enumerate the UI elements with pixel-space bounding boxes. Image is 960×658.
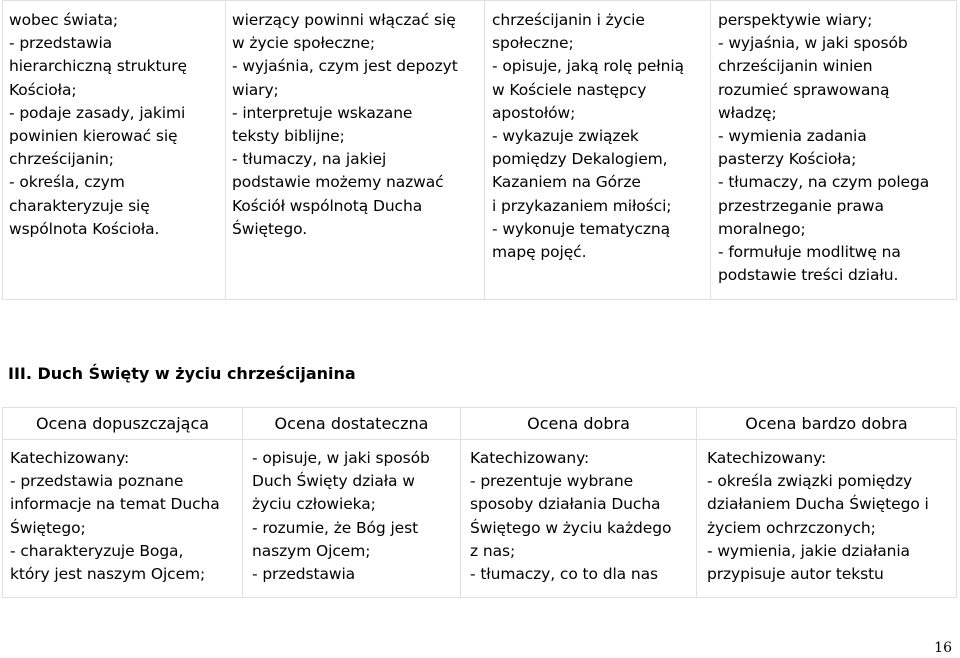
top-cell-2 [226,1,485,300]
text-line: apostołów; [492,103,576,122]
text-line: - formułuje modlitwę na [718,243,901,262]
text-line: - opisuje, w jaki sposób [252,449,430,467]
header-cell-bardzo-dobra: Ocena bardzo dobra [697,408,957,440]
text-line: pasterzy Kościoła; [718,150,857,169]
text-line: Świętego. [232,219,308,238]
text-line: Katechizowany: [707,449,827,467]
text-line: - określa związki pomiędzy [707,472,913,491]
section-heading: III. Duch Święty w życiu chrześcijanina [8,364,356,383]
text-line: Świętego w życiu każdego [470,518,672,537]
text-line: przypisuje autor tekstu [707,565,884,584]
text-line: władzę; [718,103,777,122]
text-line: mapę pojęć. [492,243,587,262]
top-cell-4-text [711,1,956,287]
text-line: podstawie treści działu. [718,266,899,285]
text-line: Duch Święty działa w [252,472,415,491]
text-line: - tłumaczy, na czym polega [718,173,930,192]
top-cell-3 [485,1,711,300]
text-line: życiem ochrzczonych; [707,518,876,537]
text-line: - prezentuje wybrane [470,472,634,491]
text-line: moralnego; [718,219,806,238]
bottom-table [2,407,957,598]
text-line: wiary; [232,80,279,99]
text-line: przestrzeganie prawa [718,196,884,215]
bottom-cell-3-text [461,440,696,586]
text-line: - podaje zasady, jakimi [9,103,186,122]
text-line: z nas; [470,541,516,560]
text-line: - interpretuje wskazane [232,103,413,122]
text-line: - wykonuje tematyczną [492,219,671,238]
text-line: naszym Ojcem; [252,541,371,560]
text-line: - przedstawia [252,565,356,584]
text-line: - tłumaczy, co to dla nas [470,565,658,584]
top-cell-2-text [226,1,484,241]
text-line: chrześcijanin; [9,150,114,169]
text-line: Świętego; [10,518,86,537]
text-line: teksty biblijne; [232,127,345,146]
text-line: powinien kierować się [9,127,178,146]
text-line: - tłumaczy, na jakiej [232,150,387,169]
text-line: wierzący powinni włączać się [232,11,456,29]
bottom-cell-4 [697,440,957,598]
text-line: charakteryzuje się [9,196,150,215]
text-line: chrześcijanin winien [718,57,873,76]
text-line: - wymienia, jakie działania [707,541,910,560]
text-line: sposoby działania Ducha [470,495,661,514]
text-line: perspektywie wiary; [718,11,873,29]
text-line: w życie społeczne; [232,34,375,53]
text-line: wobec świata; [9,11,119,29]
bottom-cell-4-text [697,440,956,586]
text-line: - wymienia zadania [718,127,867,146]
bottom-cell-1 [3,440,243,598]
text-line: - wyjaśnia, czym jest depozyt [232,57,458,76]
top-table [2,0,957,300]
header-cell-dobra: Ocena dobra [461,408,697,440]
text-line: hierarchiczną strukturę [9,57,187,76]
text-line: - opisuje, jaką rolę pełnią [492,57,684,76]
text-line: rozumieć sprawowaną [718,80,890,99]
bottom-cell-2 [243,440,461,598]
page-number: 16 [934,640,952,656]
text-line: społeczne; [492,34,574,53]
text-line: Kościoła; [9,80,77,99]
content-row [3,440,957,598]
text-line: podstawie możemy nazwać [232,173,444,192]
text-line: Katechizowany: [10,449,130,467]
header-cell-dopuszczajaca: Ocena dopuszczająca [3,408,243,440]
text-line: - rozumie, że Bóg jest [252,518,419,537]
top-cell-3-text [485,1,710,264]
text-line: życiu człowieka; [252,495,376,514]
text-line: - określa, czym [9,173,125,192]
text-line: chrześcijanin i życie [492,11,645,29]
text-line: Kazaniem na Górze [492,173,641,192]
top-cell-4 [711,1,957,300]
text-line: w Kościele następcy [492,80,647,99]
text-line: informacje na temat Ducha [10,495,220,514]
text-line: działaniem Ducha Świętego i [707,495,929,514]
top-cell-1 [3,1,226,300]
header-cell-dostateczna: Ocena dostateczna [243,408,461,440]
text-line: i przykazaniem miłości; [492,196,672,215]
text-line: który jest naszym Ojcem; [10,565,206,584]
bottom-cell-3 [461,440,697,598]
text-line: - przedstawia poznane [10,472,184,491]
text-line: - wyjaśnia, w jaki sposób [718,34,908,53]
text-line: - charakteryzuje Boga, [10,541,184,560]
top-cell-1-text [3,1,225,241]
bottom-cell-1-text [3,440,242,586]
bottom-cell-2-text [243,440,460,586]
text-line: wspólnota Kościoła. [9,219,160,238]
text-line: Kościół wspólnotą Ducha [232,196,423,215]
text-line: pomiędzy Dekalogiem, [492,150,668,169]
text-line: Katechizowany: [470,449,590,467]
text-line: - przedstawia [9,34,113,53]
text-line: - wykazuje związek [492,127,639,146]
header-row [3,408,957,440]
